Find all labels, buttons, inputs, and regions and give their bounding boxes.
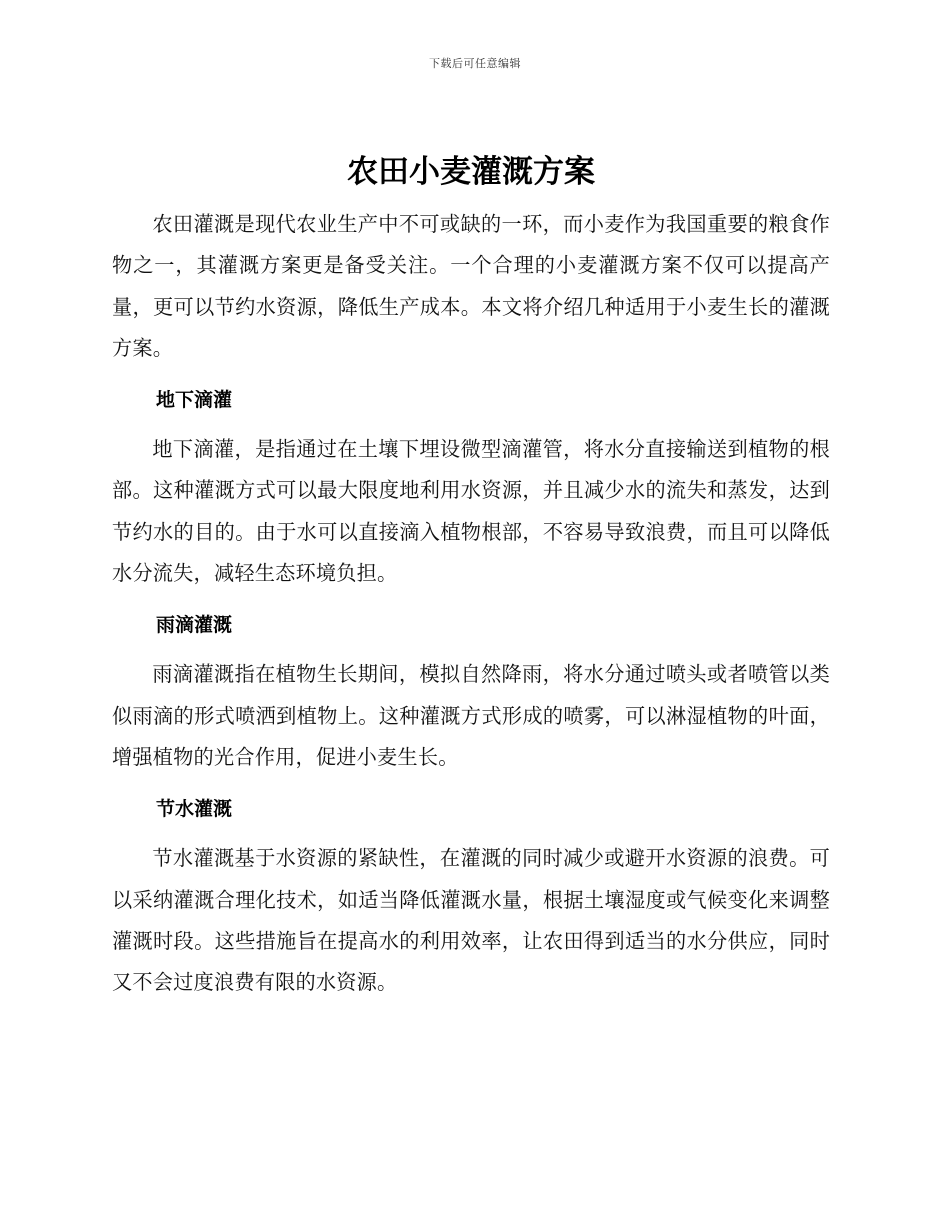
section-heading-subsurface-drip: 地下滴灌 [156,389,233,412]
section-heading-rain-drop: 雨滴灌溉 [156,614,233,637]
section-heading-water-saving: 节水灌溉 [156,798,233,821]
section-body-water-saving: 节水灌溉基于水资源的紧缺性，在灌溉的同时减少或避开水资源的浪费。可以采纳灌溉合理化技术，如适当降低灌溉水量，根据土壤湿度或气候变化来调整灌溉时段。这些措施旨在提高水的利用效率，让农田得到适当的水分供应，同时又不会过度浪费有限的水资源。 [112,846,830,995]
section-body-rain-drop: 雨滴灌溉指在植物生长期间，模拟自然降雨，将水分通过喷头或者喷管以类似雨滴的形式喷洒到植物上。这种灌溉方式形成的喷雾，可以淋湿植物的叶面，增强植物的光合作用，促进小麦生长。 [112,662,830,769]
document-title: 农田小麦灌溉方案 [347,154,595,190]
page-header-note: 下载后可任意编辑 [429,57,521,70]
section-body-subsurface-drip: 地下滴灌，是指通过在土壤下埋设微型滴灌管，将水分直接输送到植物的根部。这种灌溉方式可以最大限度地利用水资源，并且减少水的流失和蒸发，达到节约水的目的。由于水可以直接滴入植物根部，不容易导致浪费，而且可以降低水分流失，减轻生态环境负担。 [112,437,830,586]
document-body [112,150,830,1003]
intro-paragraph: 农田灌溉是现代农业生产中不可或缺的一环，而小麦作为我国重要的粮食作物之一，其灌溉方案更是备受关注。一个合理的小麦灌溉方案不仅可以提高产量，更可以节约水资源，降低生产成本。本文将介绍几种适用于小麦生长的灌溉方案。 [112,212,830,360]
